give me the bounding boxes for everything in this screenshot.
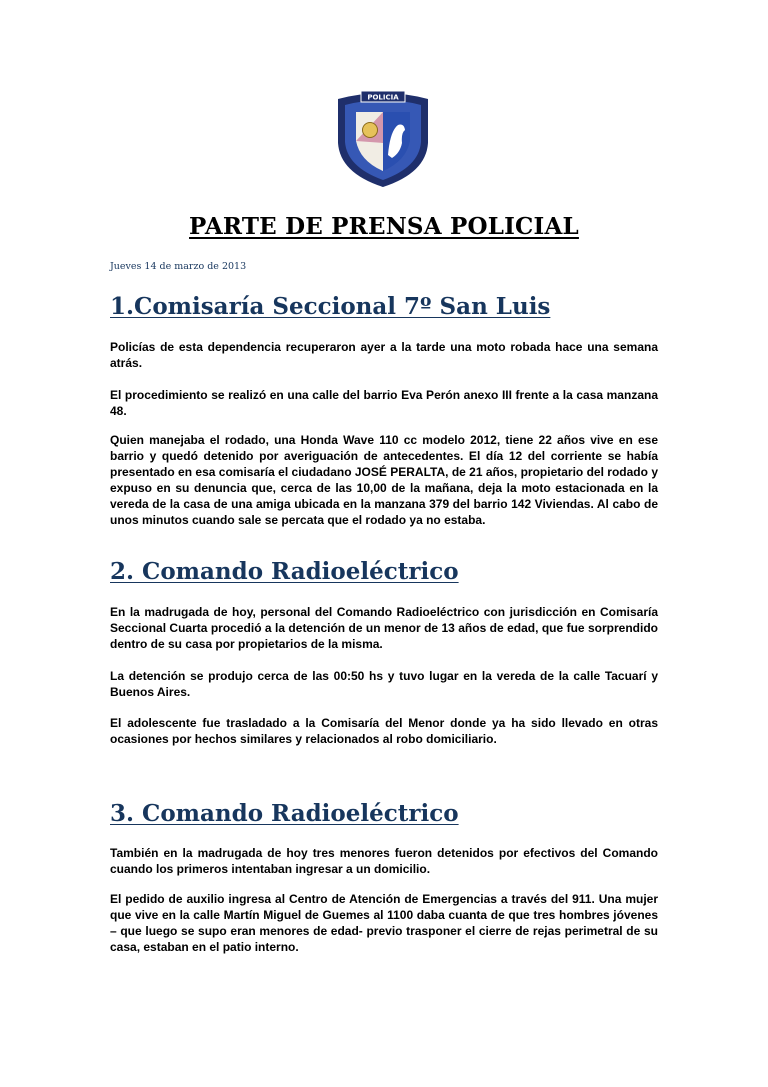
section-3-paragraph-2: El pedido de auxilio ingresa al Centro de Atención de Emergencias a través del 911. Una mujer que vive en la calle Martín Miguel de Guemes al 1100 daba cuanta de que tres hombres jóvenes – que luego se supo eran menores de edad- previo trasponer el cierre de rejas perimetral de su casa, estaban en el patio interno. bbox=[110, 892, 658, 954]
press-date: Jueves 14 de marzo de 2013 bbox=[110, 261, 247, 272]
section-3-heading: 3. Comando Radioeléctrico bbox=[110, 800, 459, 827]
section-1-paragraph-1: Policías de esta dependencia recuperaron ayer a la tarde una moto robada hace una semana atrás. bbox=[110, 340, 658, 370]
section-3-paragraph-1: También en la madrugada de hoy tres menores fueron detenidos por efectivos del Comando cuando los primeros intentaban ingresar a un domicilio. bbox=[110, 846, 658, 876]
crest-label: POLICIA bbox=[367, 93, 399, 102]
section-2-paragraph-1: En la madrugada de hoy, personal del Comando Radioeléctrico con jurisdicción en Comisaría Seccional Cuarta procedió a la detención de un menor de 13 años de edad, que fue sorprendido dentro de su casa por propietarios de la misma. bbox=[110, 605, 658, 651]
page-title: PARTE DE PRENSA POLICIAL bbox=[189, 213, 579, 240]
section-2-paragraph-2: La detención se produjo cerca de las 00:50 hs y tuvo lugar en la vereda de la calle Tacuarí y Buenos Aires. bbox=[110, 669, 658, 699]
section-2-heading: 2. Comando Radioeléctrico bbox=[110, 558, 459, 585]
section-1-paragraph-2: El procedimiento se realizó en una calle del barrio Eva Perón anexo III frente a la casa manzana 48. bbox=[110, 388, 658, 418]
section-1-heading: 1.Comisaría Seccional 7º San Luis bbox=[110, 293, 551, 320]
police-shield-crest-icon bbox=[330, 85, 436, 190]
section-2-paragraph-3: El adolescente fue trasladado a la Comisaría del Menor donde ya ha sido llevado en otras ocasiones por hechos similares y relacionados al robo domiciliario. bbox=[110, 716, 658, 746]
section-1-paragraph-3: Quien manejaba el rodado, una Honda Wave 110 cc modelo 2012, tiene 22 años vive en ese barrio y quedó detenido por averiguación de antecedentes. El día 12 del corriente se había presentado en esa comisaría el ciudadano JOSÉ PERALTA, de 21 años, propietario del rodado y expuso en su denuncia que, cerca de las 10,00 de la mañana, deja la moto estacionada en la vereda de la casa de una amiga ubicada en la manzana 379 del barrio 142 Viviendas. Al cabo de unos minutos cuando sale se percata que el rodado ya no estaba. bbox=[110, 433, 658, 527]
